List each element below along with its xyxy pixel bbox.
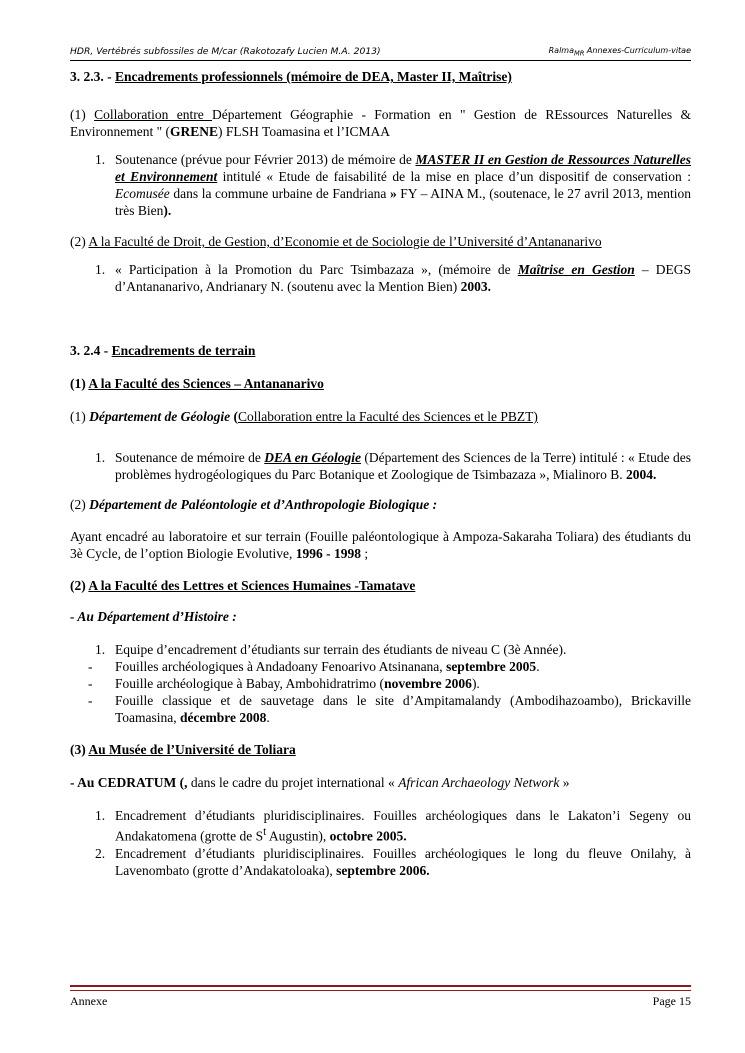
header-right: Ralma$_{MR}$ Annexes-Curriculum-vitae [548,46,691,58]
section-heading-2-3: 3. 2.3. - Encadrements professionnels (mémoire de DEA, Master II, Maîtrise) [70,69,512,84]
footer-rule-thin [70,990,691,991]
dash-item: - Fouille archéologique à Babay, Ambohidratrimo (novembre 2006). [88,676,480,691]
faculty-heading-lettres: (2) A la Faculté des Lettres et Sciences Humaines -Tamatave [70,578,416,593]
paleontologie-paragraph: Ayant encadré au laboratoire et sur terrain (Fouille paléontologique à Ampoza-Sakaraha Toliara) des étudiants du 3è Cycle, de l’option Biologie Evolutive, 1996 - 1998 ; [70,529,691,561]
list-item: 1. Equipe d’encadrement d’étudiants sur terrain des étudiants de niveau C (3è Année). [95,642,567,657]
cedratum-line: - Au CEDRATUM (, dans le cadre du projet international « African Archaeology Network » [70,775,570,790]
dash-item: - Fouilles archéologiques à Andadoany Fenoarivo Atsinanana, septembre 2005. [88,659,540,674]
list-item: 2. Encadrement d’étudiants pluridisciplinaires. Fouilles archéologiques le long du fleuve Onilahy, à Lavenombato (grotte d’Andakatoloaka), septembre 2006. [95,845,691,878]
header-title: HDR, Vertébrés subfossiles de M/car (Rakotozafy Lucien M.A. 2013) [70,46,381,57]
header-rule [70,60,691,61]
list-item: 1. Soutenance (prévue pour Février 2013) de mémoire de MASTER II en Gestion de Ressources Naturelles et Environnement intitulé « Etude de faisabilité de la mise en place d’un dispositif de conservation : Ecomusée dans la commune urbaine de Fandriana » FY – AINA M., (soutenace, le 27 avril 2013, mention très Bien). [95,152,691,218]
page-number: Page 15 [652,994,691,1008]
faculty-heading-sciences: (1) A la Faculté des Sciences – Antananarivo [70,376,324,391]
list-item: 1. Soutenance de mémoire de DEA en Géologie (Département des Sciences de la Terre) intitulé : « Etude des problèmes hydrogéologiques du Parc Botanique et Zoologique de Tsimbazaza », Mialinoro B. 2004. [95,450,691,482]
page-body [70,68,691,879]
department-heading-geologie: (1) Département de Géologie (Collaboration entre la Faculté des Sciences et le PBZT) [70,409,538,424]
dash-item: - Fouille classique et de sauvetage dans le site d’Ampitamalandy (Ambodihazoambo), Brickaville Toamasina, décembre 2008. [88,693,691,725]
footer-label: Annexe [70,994,108,1008]
footer-rule [70,985,691,987]
list-item: 1. « Participation à la Promotion du Parc Tsimbazaza », (mémoire de Maîtrise en Gestion – DEGS d’Antananarivo, Andrianary N. (soutenu avec la Mention Bien) 2003. [95,262,691,294]
list-item: 1. Encadrement d’étudiants pluridisciplinaires. Fouilles archéologiques dans le Lakaton’i Segeny ou Andakatomena (grotte de $S^t$ Augustin), octobre 2005. [95,808,691,844]
collab-paragraph-1: (1) Collaboration entre Département Géographie - Formation en " Gestion de REssources Naturelles & Environnement " (GRENE) FLSH Toamasina et l’ICMAA [70,107,692,139]
department-heading-paleontologie: (2) Département de Paléontologie et d’Anthropologie Biologique : [70,497,438,512]
department-heading-histoire: - Au Département d’Histoire : [70,609,237,624]
collab-paragraph-2: (2) A la Faculté de Droit, de Gestion, d’Economie et de Sociologie de l’Université d’Antananarivo [70,234,602,249]
museum-heading: (3) Au Musée de l’Université de Toliara [70,742,296,757]
section-heading-2-4: 3. 2.4 - Encadrements de terrain [70,343,256,358]
